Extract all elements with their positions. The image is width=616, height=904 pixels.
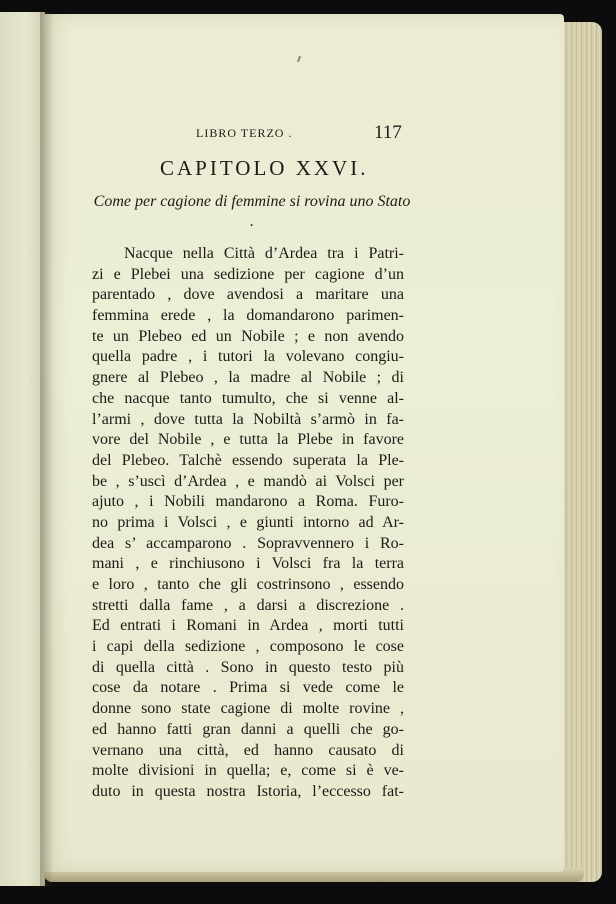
text-line: Nacque nella Città d’Ardea tra i Patri-	[124, 245, 404, 262]
text-line: ajuto , i Nobili mandarono a Roma. Furo-	[92, 493, 404, 511]
text-line: zi e Plebei una sedizione per cagione d’un	[92, 265, 404, 283]
body-text	[92, 244, 404, 803]
text-line: i capi della sedizione , composono le cose	[92, 638, 404, 656]
text-line: donne sono state cagione di molte rovine ,	[92, 700, 404, 718]
facing-page-edge	[0, 12, 45, 886]
text-line: quella padre , i tutori la volevano congiu-	[92, 348, 404, 366]
text-line: e loro , tanto che gli costrinsono , essendo	[92, 576, 404, 593]
text-line: no prima i Volsci , e giunti intorno ad Ar-	[92, 513, 404, 531]
text-line: ed hanno fatti gran danni a quelli che go-	[92, 720, 404, 738]
text-line: duto in questa nostra Istoria, l’eccesso fat-	[92, 782, 404, 800]
text-line: femmina erede , la domandarono parimen-	[92, 307, 404, 325]
text-line: Ed entrati i Romani in Ardea , morti tutti	[92, 617, 404, 635]
text-line: te un Plebeo ed un Nobile ; e non avendo	[92, 327, 404, 345]
text-line: del Plebeo. Talchè essendo superata la Ple-	[92, 451, 404, 469]
text-line: di quella città . Sono in questo testo più	[92, 658, 404, 676]
text-line: molte divisioni in quella; e, come si è ve-	[92, 762, 404, 780]
text-line: be , s’uscì d’Ardea , e mandò ai Volsci per	[92, 472, 404, 490]
page-number: 117	[374, 122, 402, 143]
text-line: cose da notare . Prima si vede come le	[92, 679, 404, 697]
chapter-subtitle: Come per cagione di femmine si rovina uno Stato .	[93, 193, 411, 230]
text-line: parentado , dove avendosi a maritare una	[92, 286, 404, 304]
text-line: dea s’ accamparono . Sopravvennero i Ro-	[92, 534, 404, 552]
text-line: vore del Nobile , e tutta la Plebe in favore	[92, 431, 404, 449]
text-line: stretti dalla fame , a darsi a discrezione .	[92, 596, 404, 614]
chapter-title: CAPITOLO XXVI.	[160, 156, 369, 180]
running-head: LIBRO TERZO .	[196, 126, 293, 140]
text-line: che nacque tanto tumulto, che si venne al-	[92, 389, 404, 407]
text-line: mani , e rinchiusono i Volsci fra la terra	[92, 555, 404, 573]
text-line: l’armi , dove tutta la Nobiltà s’armò in fa-	[92, 410, 404, 428]
text-line: vernano una città, ed hanno causato di	[92, 741, 404, 759]
spine-shadow	[40, 12, 54, 886]
text-line: gnere al Plebeo , la madre al Nobile ; di	[92, 369, 404, 387]
